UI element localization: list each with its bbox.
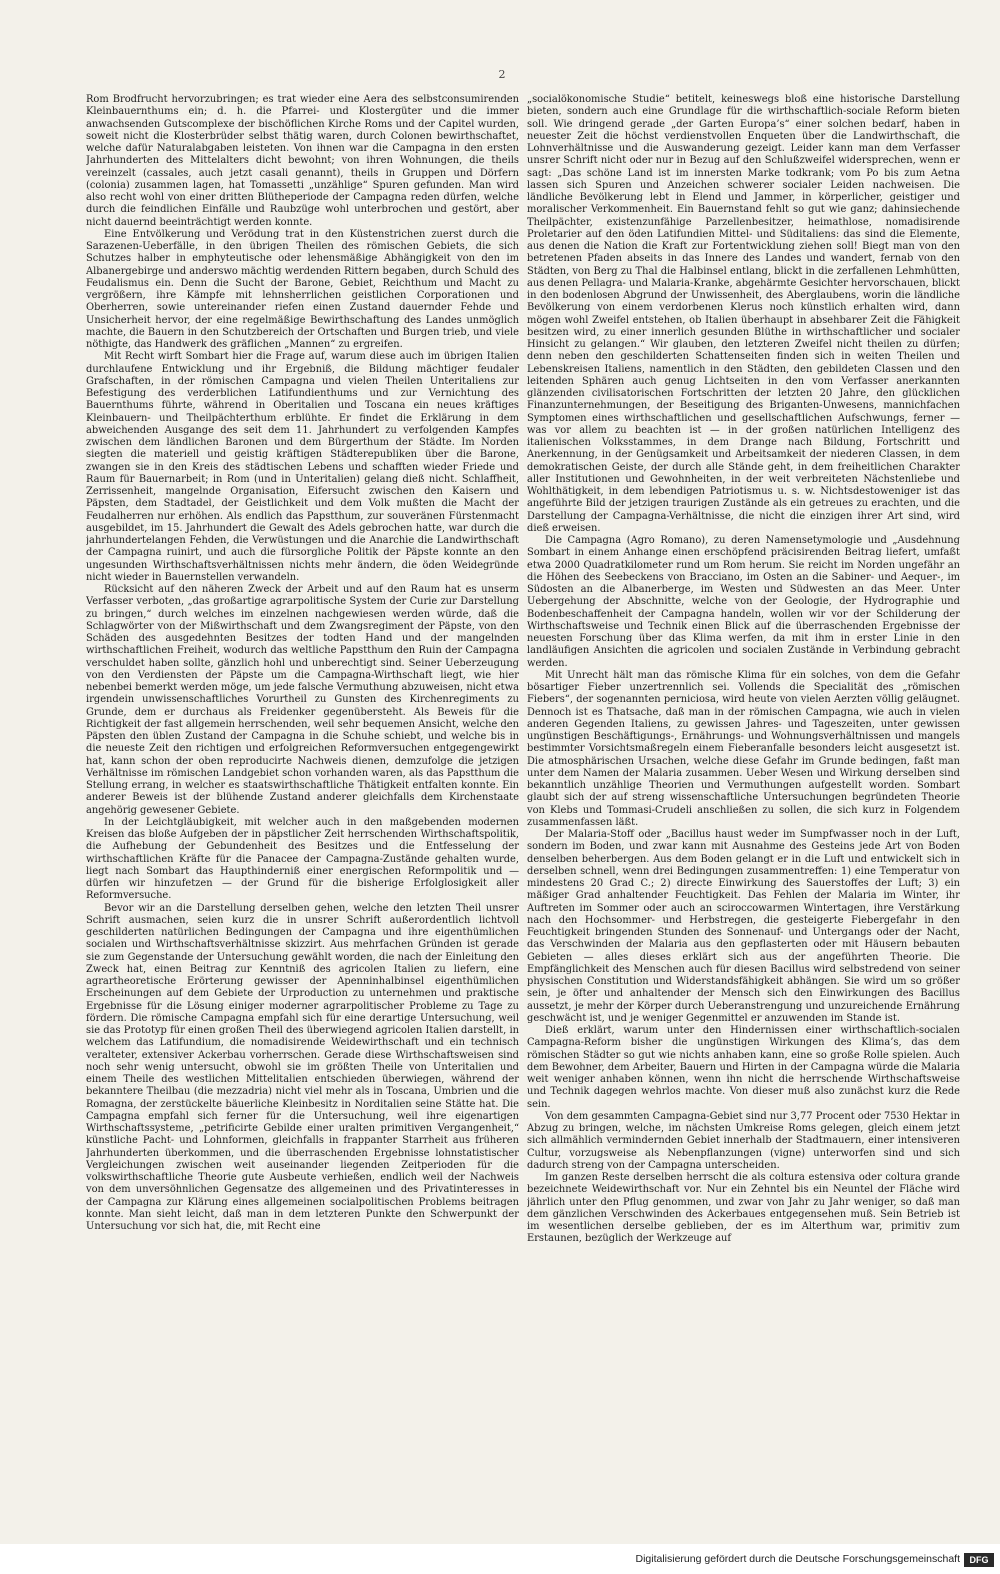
- paragraph: Der Malaria-Stoff oder „Bacillus haust weder im Sumpfwasser noch in der Luft, sondern im Boden, und zwar kann mit Ausnahme des Gesteins jede Art von Boden denselben beherbergen. Aus dem Boden gelangt er in die Luft und entwickelt sich in derselben schnell, wenn drei Bedingungen zusammentreffen: 1) eine Temperatur von mindestens 20 Grad C.; 2) directe Einwirkung des Sauerstoffes der Luft; 3) ein mäßiger Grad anhaltender Feuchtigkeit. Das Fehlen der Malaria im Winter, ihr Auftreten im Sommer oder auch an sciroccowarmen Wintertagen, ihre Verstärkung nach den Hochsommer- und Herbstregen, die gesteigerte Fiebergefahr in den Feuchtigkeit bringenden Stunden des Sonnenauf- und Untergangs oder der Nacht, das Verschwinden der Malaria aus den gepflasterten oder mit Häusern bebauten Gebieten — alles dieses erklärt sich aus der angeführten Theorie. Die Empfänglichkeit des Menschen auch für diesen Bacillus wird selbstredend von seiner physischen Constitution und Widerstandsfähigkeit abhängen. Sie wird um so größer sein, je öfter und anhaltender der Mensch sich den Einwirkungen des Bacillus aussetzt, je mehr der Körper durch Ueberanstrengung und unzureichende Ernährung geschwächt ist, und je weniger Gegenmittel er anzuwenden im Stande ist.: [527, 829, 960, 1024]
- paragraph: Rücksicht auf den näheren Zweck der Arbeit und auf den Raum hat es unserm Verfasser verboten, „das großartige agrarpolitische System der Curie zur Darstellung zu bringen,“ durch welches im einzelnen nachgewiesen werden würde, daß die Schlagwörter von der Mißwirthschaft und dem Zwangsregiment der Päpste, von den Schäden des ausgedehnten Besitzes der todten Hand und der mangelnden wirthschaftlichen Freiheit, wodurch das weltliche Papstthum den Ruin der Campagna verschuldet haben sollte, gänzlich hohl und unberechtigt sind. Seiner Ueberzeugung von den Verdiensten der Päpste um die Campagna-Wirthschaft liegt, wie hier nebenbei bemerkt werden möge, um jede falsche Vermuthung abzuweisen, nicht etwa irgendein unwissenschaftliches Vorurtheil zu Gunsten des Kirchenregiments zu Grunde, dem er durchaus als Freidenker gegenübersteht. Als Beweis für die Richtigkeit der fast allgemein herrschenden, weil sehr bequemen Ansicht, welche den Päpsten den üblen Zustand der Campagna in die Schuhe schiebt, und welche bis in die neueste Zeit den richtigen und erfolgreichen Reformversuchen entgegengewirkt hat, kann schon der oben reproducirte Nachweis dienen, demzufolge die jetzigen Verhältnisse im römischen Landgebiet schon vorhanden waren, als das Papstthum die Stellung errang, in welcher es staatswirthschaftliche Thätigkeit entfalten konnte. Ein anderer Beweis ist der blühende Zustand anderer gleichfalls dem Kirchenstaate angehörig gewesener Gebiete.: [86, 584, 519, 816]
- left-column: [86, 94, 519, 1514]
- paragraph: Mit Unrecht hält man das römische Klima für ein solches, von dem die Gefahr bösartiger Fieber unzertrennlich sei. Vollends die Specialität des „römischen Fiebers“, der sogenannten perniciosa, wird heute von vielen Aerzten völlig geläugnet. Dennoch ist es Thatsache, daß man in der römischen Campagna, wie auch in vielen anderen Gegenden Italiens, zu gewissen Jahres- und Tageszeiten, unter gewissen ungünstigen Beschäftigungs-, Ernährungs- und Wohnungsverhältnissen und mangels bestimmter Vorsichtsmaßregeln einem Fieberanfalle besonders leicht ausgesetzt ist. Die atmosphärischen Ursachen, welche diese Gefahr im Grunde bedingen, faßt man unter dem Namen der Malaria zusammen. Ueber Wesen und Wirkung derselben sind bekanntlich unzählige Theorien und Vermuthungen aufgestellt worden. Sombart glaubt sich der auf streng wissenschaftliche Untersuchungen begründeten Theorie von Klebs und Tommasi-Crudeli anschließen zu sollen, die sich kurz in Folgendem zusammenfassen läßt.: [527, 669, 960, 828]
- paragraph: Im ganzen Reste derselben herrscht die als coltura estensiva oder coltura grande bezeichnete Weidewirthschaft vor. Nur ein Zehntel bis ein Neuntel der Fläche wird jährlich unter den Pflug genommen, und zwar von Jahr zu Jahr weniger, so daß man dem gänzlichen Verschwinden des Ackerbaues entgegensehen muß. Sein Betrieb ist im wesentlichen derselbe geblieben, der es im Alterthum war, primitiv zum Erstaunen, bezüglich der Werkzeuge auf: [527, 1172, 960, 1245]
- paragraph: Die Campagna (Agro Romano), zu deren Namensetymologie und „Ausdehnung Sombart in einem Anhange einen erschöpfend präcisirenden Beitrag liefert, umfaßt etwa 2000 Quadratkilometer rund um Rom herum. Sie reicht im Norden ungefähr an die Höhen des Seebeckens von Bracciano, im Osten an die Sabiner- und Aequer-, im Südosten an die Albanerberge, im Westen und Südwesten an das Meer. Unter Uebergehung der Abschnitte, welche von der Geologie, der Hydrographie und Bodenbeschaffenheit der Campagna handeln, wollen wir vor der Schilderung der Wirthschaftsweise und Technik einen Blick auf die überraschenden Ergebnisse der neuesten Forschung über das Klima werfen, da mit ihm in erster Linie in den landläufigen Ansichten die agricolen und socialen Zustände in Verbindung gebracht werden.: [527, 535, 960, 669]
- paragraph: Eine Entvölkerung und Verödung trat in den Küstenstrichen zuerst durch die Sarazenen-Ueberfälle, in den übrigen Theilen des römischen Gebiets, die sich Schutzes halber in emphyteutische oder lehensmäßige Abhängigkeit von den im Albanergebirge und anderswo mächtig werdenden Rittern begaben, durch Schuld des Feudalismus ein. Denn die Sucht der Barone, Gebiet, Reichthum und Macht zu vergrößern, ihre Kämpfe mit lehnsherrlichen geistlichen Corporationen und Oberherren, sowie untereinander riefen einen Zustand dauernder Fehde und Unsicherheit hervor, der eine regelmäßige Bewirthschaftung des Landes unmöglich machte, die Bauern in den Schutzbereich der Ortschaften und Burgen trieb, und viele nöthigte, das Handwerk des gräflichen „Mannen“ zu ergreifen.: [86, 228, 519, 350]
- funding-credit: Digitalisierung gefördert durch die Deutsche Forschungsgemeinschaft: [635, 1553, 960, 1565]
- paragraph: Bevor wir an die Darstellung derselben gehen, welche den letzten Theil unsrer Schrift ausmachen, seien kurz die in unsrer Schrift außerordentlich lichtvoll geschilderten natürlichen Bedingungen der Campagna und ihre eigenthümlichen socialen und Wirthschaftsverhältnisse skizzirt. Aus mehrfachen Gründen ist gerade sie zum Gegenstande der Untersuchung gewählt worden, die nach der Einleitung den Zweck hat, einen Beitrag zur Kenntniß des agricolen Italien zu liefern, eine agrartheoretische Erörterung gewisser der Apenninhalbinsel eigenthümlichen Erscheinungen auf dem Gebiete der Urproduction zu unternehmen und praktische Ergebnisse für die Lösung einiger moderner agrarpolitischer Probleme zu Tage zu fördern. Die römische Campagna empfahl sich für eine derartige Untersuchung, weil sie das Prototyp für einen großen Theil des überwiegend agricolen Italien darstellt, in welchem das Latifundium, die nomadisirende Weidewirthschaft und ein technisch veralteter, extensiver Ackerbau vorherrschen. Gerade diese Wirthschaftsweisen sind noch sehr wenig untersucht, obwohl sie im größten Theile von Unteritalien und einem Theile des westlichen Mittelitalien entschieden überwiegen, während der bekanntere Theilbau (die mezzadria) nicht viel mehr als in Toscana, Umbrien und die Romagna, der zerstückelte bäuerliche Kleinbesitz in Norditalien seine Stätte hat. Die Campagna empfahl sich ferner für die Untersuchung, weil ihre eigenartigen Wirthschaftssysteme, „petrificirte Gebilde einer uralten primitiven Vergangenheit,“ künstliche Pacht- und Lohnformen, gleichfalls in frappanter Starrheit aus früheren Jahrhunderten überkommen, und die überraschenden Ergebnisse lohnstatistischer Vergleichungen zwischen weit auseinander liegenden Zeitperioden für die volkswirthschaftliche Theorie gute Ausbeute verhießen, endlich weil der Nachweis von dem unversöhnlichen Gegensatze des allgemeinen und des Privatinteresses in der Campagna zur Klärung eines allgemeinen socialpolitischen Problems beitragen konnte. Man sieht leicht, daß man in dem letzteren Punkte den Schwerpunkt der Untersuchung vor sich hat, die, mit Recht eine: [86, 902, 519, 1232]
- paragraph: Mit Recht wirft Sombart hier die Frage auf, warum diese auch im übrigen Italien durchlaufene Entwicklung und ihr Ergebniß, die Bildung mächtiger feudaler Grafschaften, in der römischen Campagna und vielen Theilen Unteritaliens zur Befestigung des verderblichen Latifundienthums und zur Vernichtung des Bauernthums führte, während in Oberitalien und Toscana ein neues kräftiges Kleinbauern- und Theilpächterthum erblühte. Er findet die Erklärung in dem abweichenden Ausgange des seit dem 11. Jahrhundert zu verfolgenden Kampfes zwischen dem ländlichen Baronen und dem Bürgerthum der Städte. Im Norden siegten die materiell und geistig kräftigen Städterepubliken über die Barone, zwangen sie in den Kreis des städtischen Lebens und schafften wieder Friede und Raum für Bauernarbeit; in Rom (und in Unteritalien) gelang dieß nicht. Schlaffheit, Zerrissenheit, mangelnde Organisation, Eifersucht zwischen den Kaisern und Päpsten, dem Stadtadel, der Geistlichkeit und dem Volk mußten die Macht der Feudalherren nur erhöhen. Als endlich das Papstthum, zur souveränen Fürstenmacht ausgebildet, im 15. Jahrhundert die Gewalt des Adels gebrochen hatte, war durch die jahrhundertelangen Fehden, die Verwüstungen und die Anarchie die Landwirthschaft der Campagna ruinirt, und auch die fürsorgliche Politik der Päpste konnte an den ungesunden Wirthschaftsverhältnissen nichts mehr ändern, die öden Weidegründe nicht wieder in Bauernstellen verwandeln.: [86, 351, 519, 583]
- digitization-footer: [0, 1544, 1000, 1574]
- paragraph: Dieß erklärt, warum unter den Hindernissen einer wirthschaftlich-socialen Campagna-Reform bisher die ungünstigen Wirkungen des Klima’s, das dem römischen Städter so gut wie nichts anhaben kann, eine so große Rolle spielen. Auch dem Bewohner, dem Arbeiter, Bauern und Hirten in der Campagna würde die Malaria weit weniger anhaben können, wenn ihn nicht die herrschende Wirthschaftsweise und Technik dagegen wehrlos machte. Von dieser muß also zunächst kurz die Rede sein.: [527, 1025, 960, 1110]
- paragraph: „socialökonomische Studie“ betitelt, keineswegs bloß eine historische Darstellung bieten, sondern auch eine Grundlage für die wirthschaftlich-sociale Reform bieten soll. Wie dringend gerade „der Garten Europa’s“ einer solchen bedarf, haben in neuester Zeit die höchst verdienstvollen Enqueten über die Landwirthschaft, die Lohnverhältnisse und die Auswanderung gezeigt. Leider kann man dem Verfasser unsrer Schrift nicht oder nur in Bezug auf den Schlußzweifel widersprechen, wenn er sagt: „Das schöne Land ist im innersten Marke todkrank; vom Po bis zum Aetna lassen sich Spuren und Anzeichen schwerer socialer Leiden nachweisen. Die ländliche Bevölkerung lebt in Elend und Jammer, in körperlicher, geistiger und moralischer Verkommenheit. Ein Bauernstand fehlt so gut wie ganz; dahinsiechende Theilpächter, existenzunfähige Parzellenbesitzer, heimathlose, nomadisirende Proletarier auf den öden Latifundien Mittel- und Süditaliens: das sind die Elemente, aus denen die Nation die Kraft zur Fortentwicklung ziehen soll! Biegt man von den betretenen Pfaden abseits in das Innere des Landes und wandert, fernab von den Städten, von Berg zu Thal die Halbinsel entlang, blickt in die zerfallenen Lehmhütten, aus denen Pellagra- und Malaria-Kranke, abgehärmte Gesichter hervorschauen, blickt in den bodenlosen Abgrund der Unwissenheit, des Aberglaubens, worin die ländliche Bevölkerung von einem verdorbenen Klerus noch künstlich erhalten wird, dann mögen wohl Zweifel entstehen, ob Italien überhaupt in absehbarer Zeit die Fähigkeit besitzen wird, zu einer innerlich gesunden Blüthe in wirthschaftlicher und socialer Hinsicht zu gelangen.“ Wir glauben, den letzteren Zweifel nicht theilen zu dürfen; denn neben den geschilderten Schattenseiten finden sich in weiten Theilen und Lebenskreisen Italiens, namentlich in den Städten, den gebildeten Classen und den leitenden Sphären auch genug Lichtseiten in den vom Verfasser anerkannten glänzenden civilisatorischen Fortschritten der letzten 20 Jahre, den glücklichen Finanzunternehmungen, der Beseitigung des Briganten-Unwesens, mannichfachen Symptomen eines wirthschaftlichen und gesellschaftlichen Aufschwungs, ferner — was vor allem zu beachten ist — in der großen natürlichen Intelligenz des italienischen Volksstammes, in dem Drange nach Bildung, Fortschritt und Anerkennung, in der Genügsamkeit und Arbeitsamkeit der niederen Classen, in dem demokratischen Geiste, der durch alle Stände geht, in dem freiheitlichen Charakter aller Institutionen und Gewohnheiten, in der weit verbreiteten Nächstenliebe und Wohlthätigkeit, in dem lebendigen Patriotismus u. s. w. Nichtsdestoweniger ist das angeführte Bild der jetzigen traurigen Zustände als ein getreues zu erachten, und die Darstellung der Campagna-Verhältnisse, die nicht die einzigen ihrer Art sind, wird dieß erweisen.: [527, 94, 960, 534]
- page-number: 2: [498, 68, 506, 81]
- paragraph: Von dem gesammten Campagna-Gebiet sind nur 3,77 Procent oder 7530 Hektar in Abzug zu bringen, welche, im nächsten Umkreise Roms gelegen, gleich einem jetzt sich allmählich vermindernden Gebiet innerhalb der Stadtmauern, einer intensiveren Cultur, vorzugsweise als Nebenpflanzungen (vigne) unterworfen sind und sich dadurch streng von der Campagna unterscheiden.: [527, 1110, 960, 1171]
- dfg-logo: DFG: [964, 1553, 994, 1567]
- paragraph: In der Leichtgläubigkeit, mit welcher auch in den maßgebenden modernen Kreisen das bloße Aufgeben der in päpstlicher Zeit herrschenden Wirthschaftspolitik, die Aufhebung der Gebundenheit des Besitzes und die Entfesselung der wirthschaftlichen Kräfte für die Panacee der Campagna-Zustände gehalten wurde, liegt nach Sombart das Haupthinderniß einer energischen Reformpolitik und — dürfen wir hinzufetzen — der Grund für die bisherige Erfolglosigkeit aller Reformversuche.: [86, 816, 519, 902]
- paragraph: Rom Brodfrucht hervorzubringen; es trat wieder eine Aera des selbstconsumirenden Kleinbauernthums ein; d. h. die Pfarrei- und Klostergüter und die immer anwachsenden Gutscomplexe der bischöflichen Kirche Roms und der Capitel wurden, soweit nicht die Klosterbrüder selbst thätig waren, durch Colonen bewirthschaftet, welche dafür Naturalabgaben leisteten. Von ihnen war die Campagna in den ersten Jahrhunderten des Mittelalters dicht bewohnt; von ihren Wohnungen, die theils vereinzelt (cassales, auch jetzt casali genannt), theils in Gruppen und Dörfern (colonia) zusammen lagen, hat Tomassetti „unzählige“ Spuren gefunden. Man wird also recht wohl von einer dritten Blütheperiode der Campagna reden dürfen, welche durch die feindlichen Einfälle und Raubzüge wohl unterbrochen und gestört, aber nicht dauernd beeinträchtigt werden konnte.: [86, 94, 519, 228]
- right-column: [527, 94, 960, 1514]
